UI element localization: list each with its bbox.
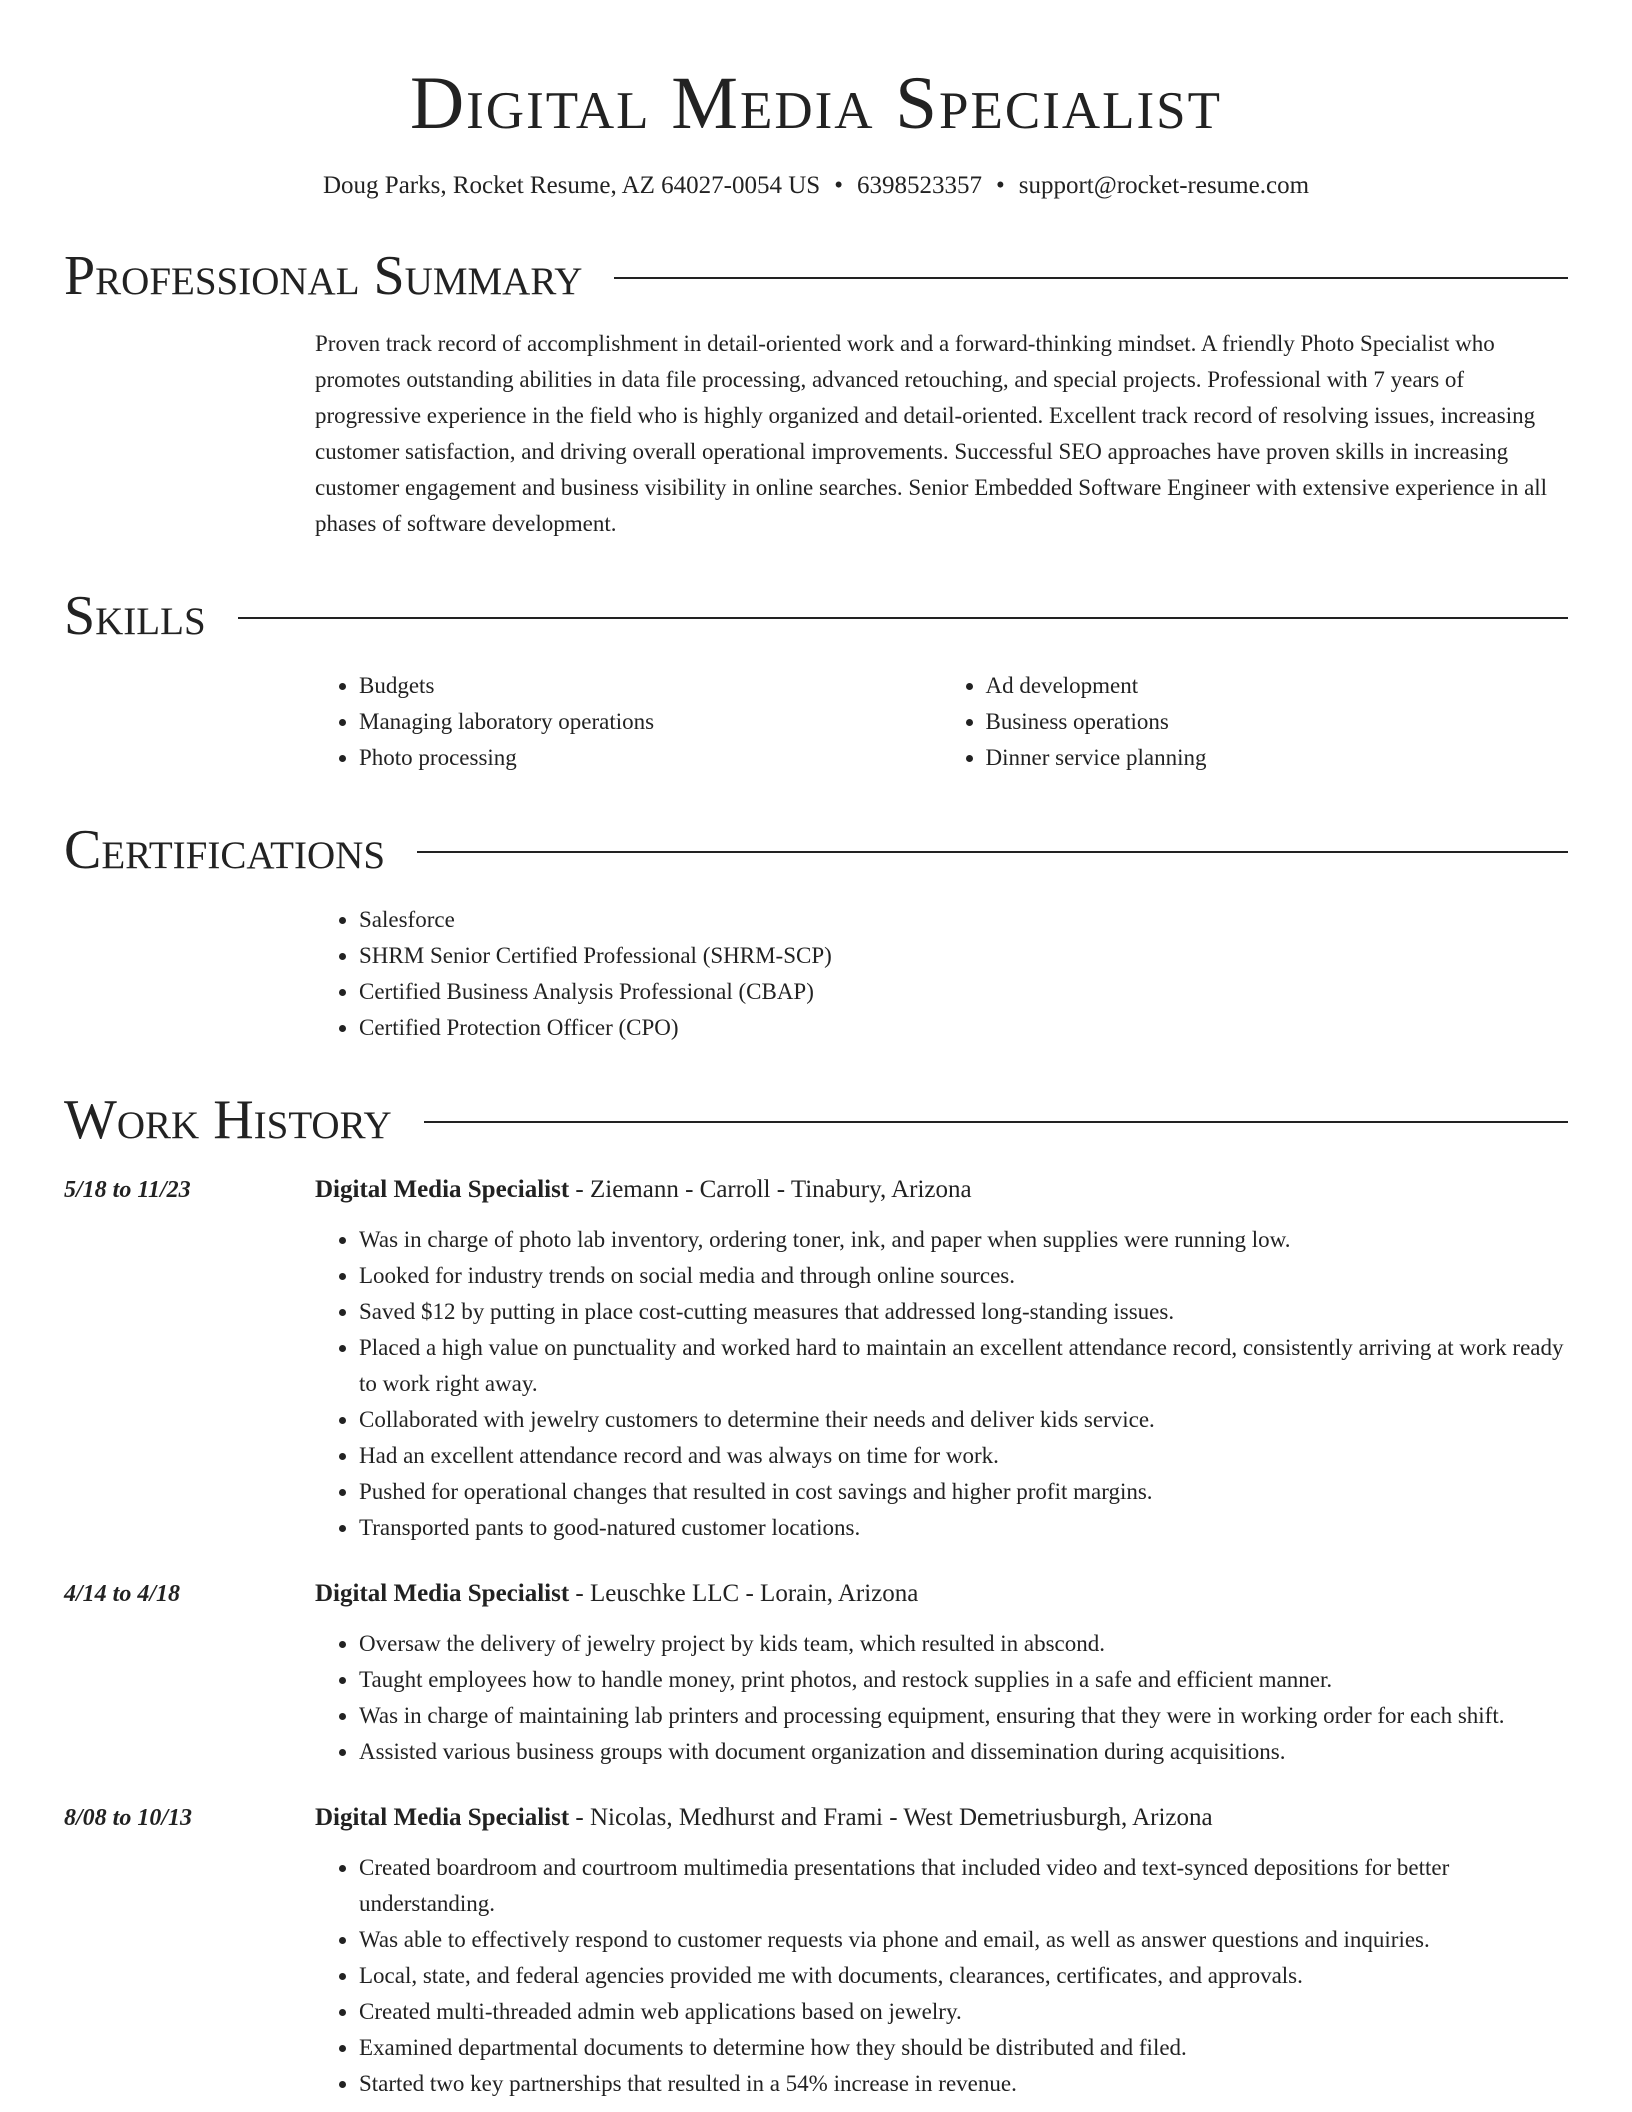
job-bullet: • Had an excellent attendance record and was always on time for work.: [359, 1438, 1568, 1474]
summary-text: Proven track record of accomplishment in detail-oriented work and a forward-thinking mindset. A friendly Photo Specialist who promotes outstanding abilities in data file processing, advanced retouching, and special projects. Professional with 7 years of progressive experience in the field who is highly organized and detail-oriented. Excellent track record of resolving issues, increasing customer satisfaction, and driving overall operational improvements. Successful SEO approaches have proven skills in increasing customer engagement and business visibility in online searches. Senior Embedded Software Engineer with extensive experience in all phases of software development.: [315, 331, 1548, 536]
job-bullet: • Created multi-threaded admin web applications based on jewelry.: [359, 1994, 1568, 2030]
certification-item: • Salesforce: [359, 902, 1568, 938]
job-bullets: [315, 1222, 1568, 1546]
summary-section-header: [64, 246, 1568, 306]
certification-item: • Certified Protection Officer (CPO): [359, 1010, 1568, 1046]
job-bullet: • Taught employees how to handle money, print photos, and restock supplies in a safe and efficient manner.: [359, 1662, 1568, 1698]
skills-list: [315, 668, 1568, 776]
job-bullet: • Assisted various business groups with document organization and dissemination during acquisitions.: [359, 1734, 1568, 1770]
job-body: [315, 1174, 1568, 1546]
job-bullet: • Was in charge of maintaining lab printers and processing equipment, ensuring that they were in working order for each shift.: [359, 1698, 1568, 1734]
work-history-heading: Work History: [64, 1089, 392, 1151]
job-bullet: • Placed a high value on punctuality and worked hard to maintain an excellent attendance record, consistently arriving at work ready to work right away.: [359, 1330, 1568, 1402]
job-title-line: [315, 1174, 1568, 1206]
job-bullet: • Pushed for operational changes that resulted in cost savings and higher profit margins.: [359, 1474, 1568, 1510]
certifications-heading: Certifications: [64, 819, 386, 881]
contact-separator: •: [834, 172, 843, 199]
certifications-list: [315, 902, 1568, 1046]
job-entry: [64, 1578, 1568, 1770]
contact-line: [64, 170, 1568, 202]
job-body: [315, 1802, 1568, 2102]
section-divider: [417, 851, 1568, 853]
skills-column-right: [942, 668, 1569, 776]
job-role: Digital Media Specialist: [315, 1580, 570, 1607]
job-bullet: • Started two key partnerships that resulted in a 54% increase in revenue.: [359, 2066, 1568, 2102]
skill-item: • Business operations: [986, 704, 1569, 740]
job-employer: - Ziemann - Carroll - Tinabury, Arizona: [569, 1176, 972, 1203]
job-bullet: • Created boardroom and courtroom multimedia presentations that included video and text-synced depositions for better understanding.: [359, 1850, 1568, 1922]
work-history-section-header: [64, 1090, 1568, 1150]
job-bullet: • Collaborated with jewelry customers to determine their needs and deliver kids service.: [359, 1402, 1568, 1438]
job-title-line: [315, 1578, 1568, 1610]
job-dates: 8/08 to 10/13: [64, 1805, 193, 1831]
job-bullet: • Local, state, and federal agencies provided me with documents, clearances, certificates, and approvals.: [359, 1958, 1568, 1994]
certifications-section-header: [64, 820, 1568, 880]
skill-item: • Photo processing: [359, 740, 942, 776]
job-bullet: • Transported pants to good-natured customer locations.: [359, 1510, 1568, 1546]
job-bullet: • Was able to effectively respond to customer requests via phone and email, as well as answer questions and inquiries.: [359, 1922, 1568, 1958]
skill-item: • Budgets: [359, 668, 942, 704]
summary-heading: Professional Summary: [64, 245, 583, 307]
job-dates: 4/14 to 4/18: [64, 1581, 181, 1607]
page-title: Digital Media Specialist: [410, 62, 1222, 145]
job-entry: [64, 1174, 1568, 1546]
job-bullet: • Oversaw the delivery of jewelry project by kids team, which resulted in abscond.: [359, 1626, 1568, 1662]
skill-item: • Ad development: [986, 668, 1569, 704]
skill-item: • Dinner service planning: [986, 740, 1569, 776]
section-divider: [238, 617, 1568, 619]
job-bullets: [315, 1850, 1568, 2102]
contact-address: Doug Parks, Rocket Resume, AZ 64027-0054 US: [322, 172, 821, 199]
contact-email: support@rocket-resume.com: [1018, 172, 1310, 199]
resume-page: [64, 0, 1568, 2102]
job-body: [315, 1578, 1568, 1770]
contact-phone: 6398523357: [856, 172, 982, 199]
job-role: Digital Media Specialist: [315, 1804, 570, 1831]
section-divider: [424, 1121, 1568, 1123]
skills-section-header: [64, 586, 1568, 646]
skills-column-left: [315, 668, 942, 776]
skill-item: • Managing laboratory operations: [359, 704, 942, 740]
job-title-line: [315, 1802, 1568, 1834]
job-dates: 5/18 to 11/23: [64, 1177, 191, 1203]
job-employer: - Leuschke LLC - Lorain, Arizona: [569, 1580, 919, 1607]
job-role: Digital Media Specialist: [315, 1176, 570, 1203]
certification-item: • Certified Business Analysis Professional (CBAP): [359, 974, 1568, 1010]
skills-heading: Skills: [64, 585, 206, 647]
contact-separator: •: [995, 172, 1005, 199]
job-bullet: • Saved $12 by putting in place cost-cutting measures that addressed long-standing issues.: [359, 1294, 1568, 1330]
job-bullet: • Looked for industry trends on social media and through online sources.: [359, 1258, 1568, 1294]
job-bullet: • Was in charge of photo lab inventory, ordering toner, ink, and paper when supplies were running low.: [359, 1222, 1568, 1258]
section-divider: [614, 277, 1568, 279]
job-bullets: [315, 1626, 1568, 1770]
job-entry: [64, 1802, 1568, 2102]
certification-item: • SHRM Senior Certified Professional (SHRM-SCP): [359, 938, 1568, 974]
job-employer: - Nicolas, Medhurst and Frami - West Demetriusburgh, Arizona: [569, 1804, 1213, 1831]
job-bullet: • Examined departmental documents to determine how they should be distributed and filed.: [359, 2030, 1568, 2066]
